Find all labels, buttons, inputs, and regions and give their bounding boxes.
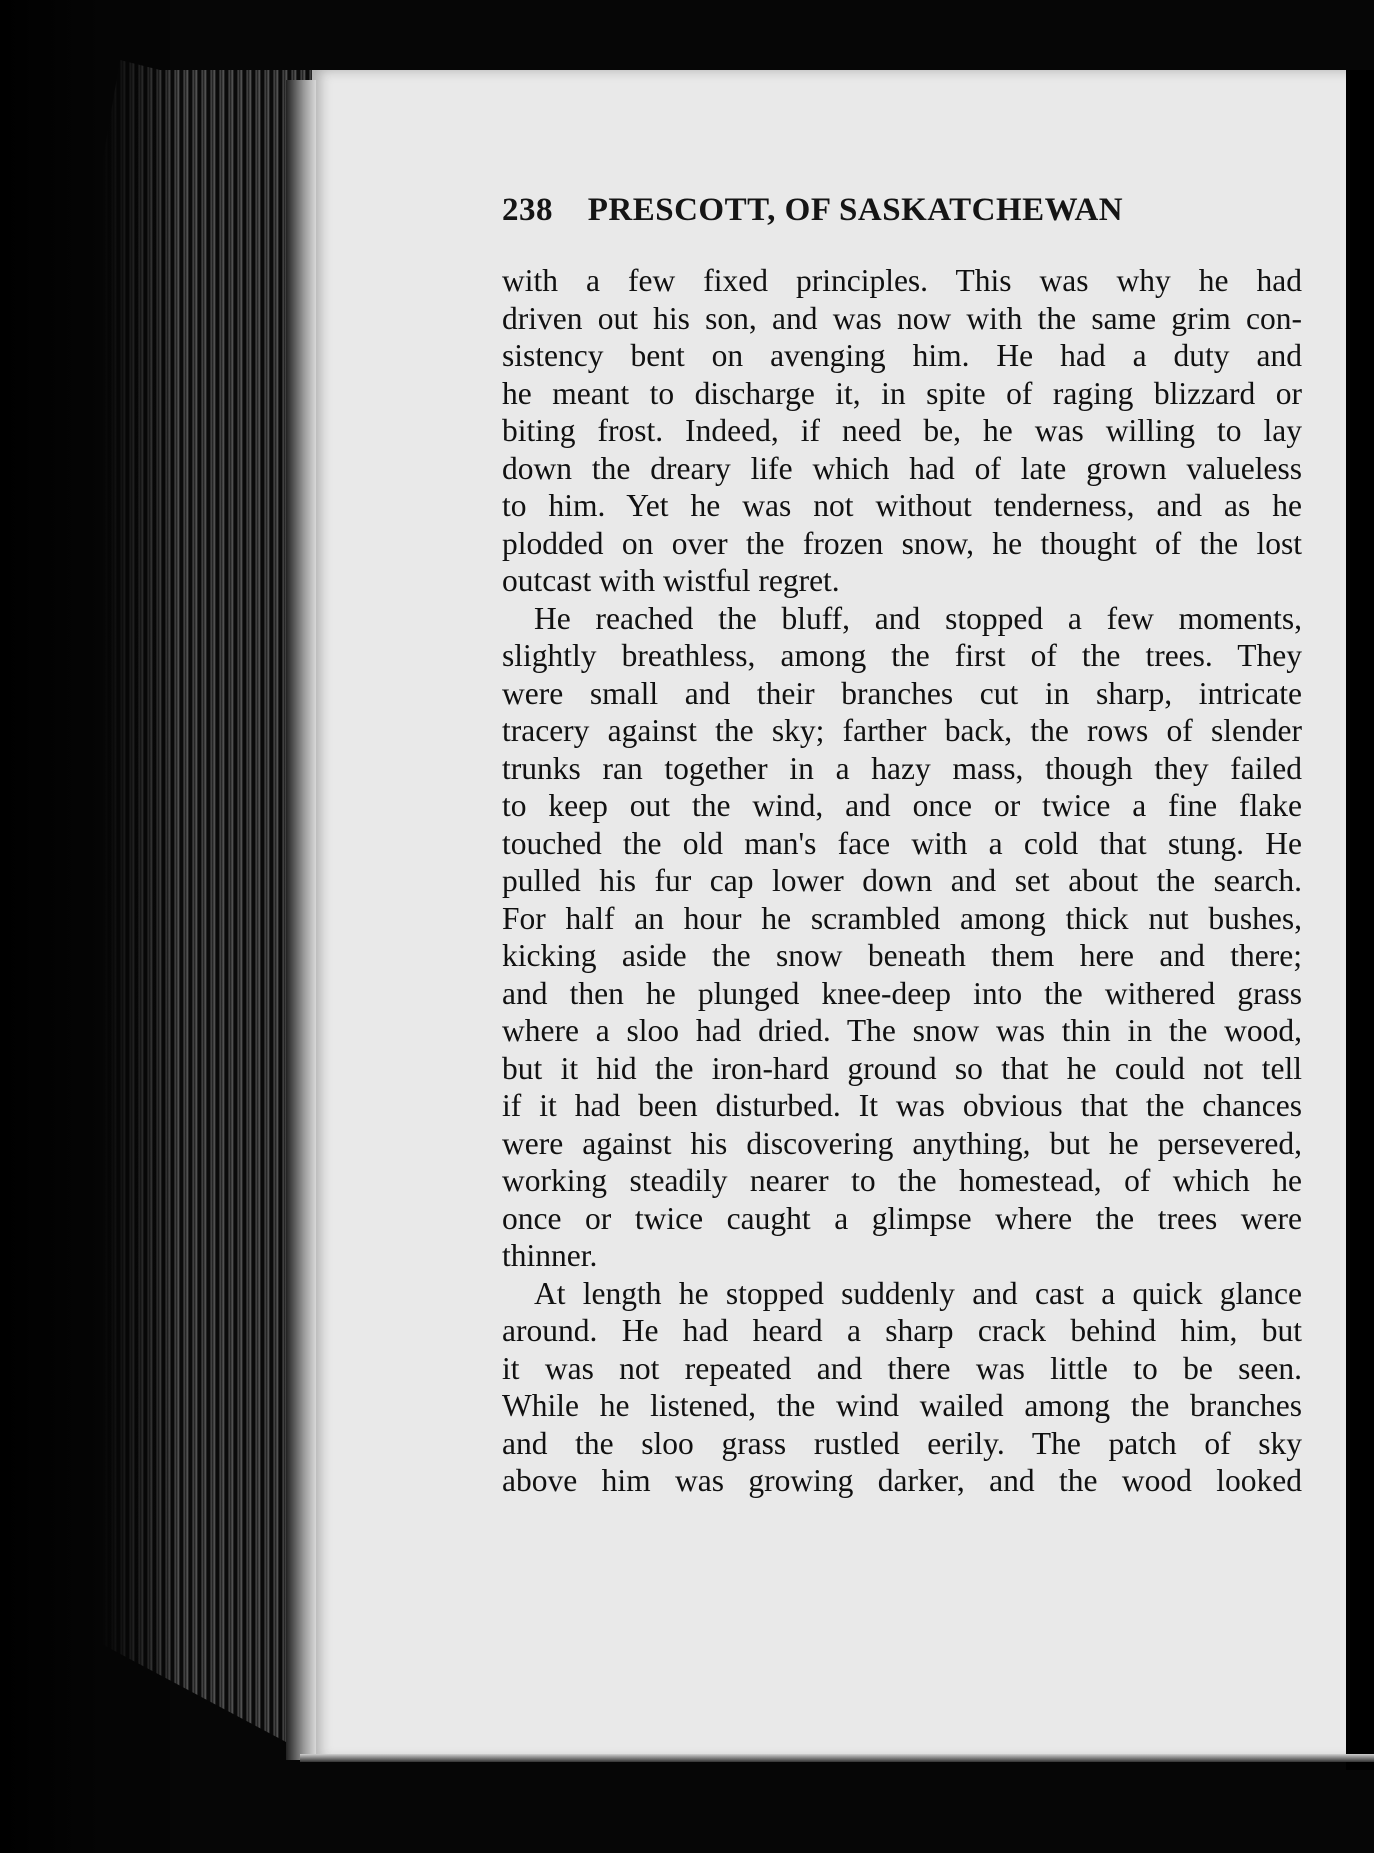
spine-shadow [286, 80, 316, 1760]
text-line: but it hid the iron-hard ground so that he could not tell [502, 1050, 1302, 1086]
running-title: PRESCOTT, OF SASKATCHEWAN [587, 192, 1124, 228]
text-line: were against his discovering anything, but he persevered, [502, 1125, 1302, 1161]
text-line: if it had been disturbed. It was obvious that the chances [502, 1088, 1302, 1123]
body-text [502, 262, 1302, 1500]
text-line: sistency bent on avenging him. He had a duty and [502, 338, 1302, 373]
text-line: were small and their branches cut in sharp, intricate [502, 675, 1302, 711]
text-line: with a few fixed principles. This was why he had [502, 263, 1302, 298]
text-line: kicking aside the snow beneath them here and there; [502, 938, 1302, 973]
text-line: plodded on over the frozen snow, he thought of the lost [502, 525, 1302, 561]
text-line: While he listened, the wind wailed among the branches [502, 1388, 1302, 1423]
text-line: down the dreary life which had of late grown valueless [502, 450, 1302, 486]
page-right-edge [1346, 70, 1374, 1770]
text-line: it was not repeated and there was little to be seen. [502, 1350, 1302, 1386]
text-line: He reached the bluff, and stopped a few moments, [534, 600, 1302, 636]
text-line: and then he plunged knee-deep into the withered grass [502, 975, 1302, 1011]
page-bottom-edge [300, 1754, 1374, 1762]
text-line: once or twice caught a glimpse where the trees were [502, 1200, 1302, 1236]
text-line: slightly breathless, among the first of the trees. They [502, 638, 1302, 673]
text-line: driven out his son, and was now with the same grim con- [502, 300, 1302, 336]
text-line: outcast with wistful regret. [502, 563, 840, 598]
text-line: trunks ran together in a hazy mass, though they failed [502, 750, 1302, 786]
text-line: where a sloo had dried. The snow was thin in the wood, [502, 1013, 1302, 1048]
page-number: 238 [502, 192, 553, 228]
text-line: working steadily nearer to the homestead, of which he [502, 1163, 1302, 1198]
text-line: At length he stopped suddenly and cast a quick glance [534, 1275, 1302, 1311]
running-header [502, 192, 1262, 238]
text-line: tracery against the sky; farther back, the rows of slender [502, 713, 1302, 748]
text-line: For half an hour he scrambled among thick nut bushes, [502, 900, 1302, 936]
text-line: touched the old man's face with a cold that stung. He [502, 825, 1302, 861]
text-line: pulled his fur cap lower down and set about the search. [502, 863, 1302, 898]
background-shadow [0, 0, 170, 1853]
text-line: he meant to discharge it, in spite of raging blizzard or [502, 375, 1302, 411]
text-line: and the sloo grass rustled eerily. The patch of sky [502, 1425, 1302, 1461]
text-line: thinner. [502, 1238, 598, 1273]
text-line: biting frost. Indeed, if need be, he was willing to lay [502, 413, 1302, 448]
text-line: above him was growing darker, and the wood looked [502, 1463, 1302, 1498]
text-line: to him. Yet he was not without tenderness, and as he [502, 488, 1302, 523]
text-line: to keep out the wind, and once or twice a fine flake [502, 788, 1302, 823]
text-line: around. He had heard a sharp crack behind him, but [502, 1313, 1302, 1348]
